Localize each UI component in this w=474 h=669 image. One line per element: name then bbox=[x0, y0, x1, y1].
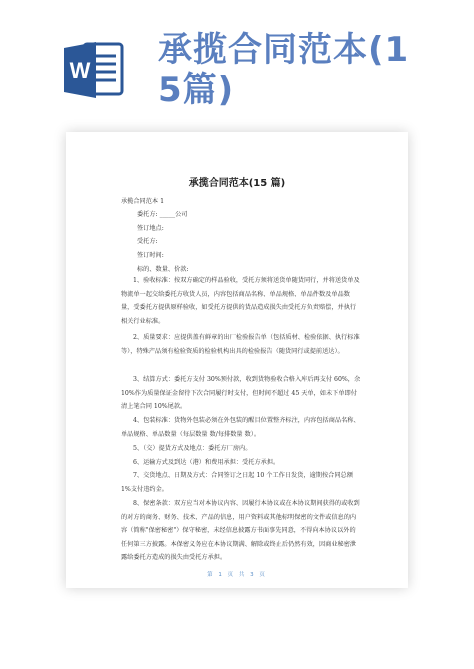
clause-2: 2、质量要求：应提供盖有鲜章的出厂检验报告单（包括质材、检验依据、执行标准等），特殊产品须有检验资质的检验机构出具的检验报告（随货同行或提前送达）。 bbox=[121, 334, 360, 355]
page-indicator: 第 1 页 共 3 页 bbox=[207, 572, 267, 578]
field-contractor: 受托方: bbox=[137, 238, 158, 245]
clause-1: 1、验收标准：按双方确定的样品验收，受托方须将送货单随货同行，并将送货单及物流单一起交给委托方收货人员，内容包括商品名称、单品规格、单品件数及单品数量，受委托方提供原样验收，如受托方提供的货品造成损失由受托方负责赔偿，并执行相关行业标准。 bbox=[121, 277, 360, 325]
word-document-icon bbox=[62, 38, 126, 102]
clause-6: 6、运输方式及到达（港）和费用承担：受托方承担。 bbox=[133, 459, 280, 466]
banner-title bbox=[158, 30, 458, 110]
clause-3: 3、结算方式：委托方支付 30%预付款，收到货物验收合格入库后再支付 60%，余 10%作为质量保证金留待下次合同履行时支付，但时间不超过 45 天单，如未下单即付清上笔合同 10%尾款。 bbox=[121, 376, 361, 411]
field-sign-place: 签订地点: bbox=[137, 225, 164, 232]
subject-line: 标的、数量、价款: bbox=[137, 266, 189, 273]
banner-title-line2: 5篇) bbox=[158, 70, 235, 110]
section-heading: 承揽合同范本 1 bbox=[121, 198, 165, 205]
clause-8: 8、保密条款：双方应当对本协议内容、因履行本协议或在本协议期间获得的或收到的对方的商务、财务、技术、产品的信息，用户资料或其他标明保密的文件或信息的内容（简称"保密秘密"）保守秘密，未经信息披露方书面事先同意，不得向本协议以外的任何第三方披露。本保密义务应在本协议期满、解除或终止后仍然有效，因商业秘密泄露给委托方造成的损失由受托方承担。 bbox=[121, 500, 360, 562]
clause-7: 7、交货地点、日期及方式：合同签订之日起 10 个工作日发货，逾期按合同总额 1%支付违约金。 bbox=[121, 472, 353, 493]
document-title: 承揽合同范本(15 篇) bbox=[188, 178, 286, 189]
svg-text:W: W bbox=[69, 58, 91, 83]
banner-title-line1: 承揽合同范本(1 bbox=[158, 30, 410, 70]
document-page bbox=[66, 132, 408, 588]
clause-5: 5、（交）提货方式及地点：委托方厂房内。 bbox=[133, 445, 252, 452]
clause-4: 4、包装标准：货物外包装必须在外包装的醒目位置整齐标注，内容包括商品名称、单品规格、单品数量（每层数量 数/每排数量 数）。 bbox=[121, 417, 360, 438]
field-commissioner: 委托方: _____公司 bbox=[137, 211, 188, 218]
field-sign-time: 签订时间: bbox=[137, 252, 164, 259]
